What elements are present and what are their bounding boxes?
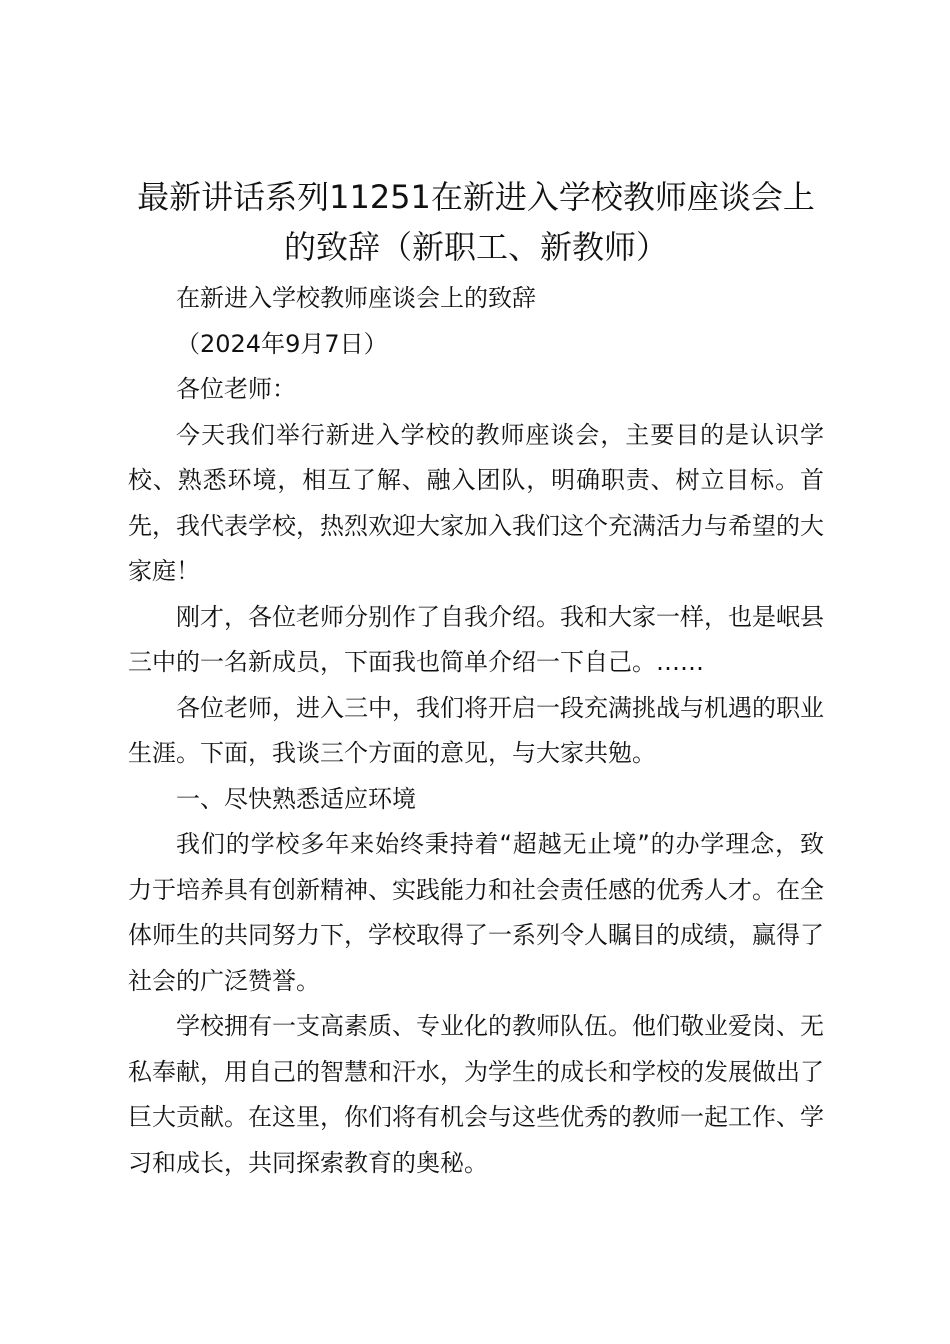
body-paragraph: 学校拥有一支高素质、专业化的教师队伍。他们敬业爱岗、无私奉献，用自己的智慧和汗水，为学生的成长和学校的发展做出了巨大贡献。在这里，你们将有机会与这些优秀的教师一起工作、学习和成长，共同探索教育的奥秘。 — [128, 1012, 824, 1177]
document-page — [128, 172, 824, 1186]
body-paragraph: 我们的学校多年来始终秉持着“超越无止境”的办学理念，致力于培养具有创新精神、实践能力和社会责任感的优秀人才。在全体师生的共同努力下，学校取得了一系列令人瞩目的成绩，赢得了社会的广泛赞誉。 — [128, 830, 824, 995]
body-paragraph: 今天我们举行新进入学校的教师座谈会，主要目的是认识学校、熟悉环境，相互了解、融入团队，明确职责、树立目标。首先，我代表学校，热烈欢迎大家加入我们这个充满活力与希望的大家庭！ — [128, 420, 824, 585]
section-heading: 一、尽快熟悉适应环境 — [176, 784, 416, 813]
document-title: 最新讲话系列11251在新进入学校教师座谈会上的致辞（新职工、新教师） — [137, 178, 815, 266]
body-paragraph: 各位老师，进入三中，我们将开启一段充满挑战与机遇的职业生涯。下面，我谈三个方面的意见，与大家共勉。 — [128, 693, 824, 767]
salutation: 各位老师： — [176, 375, 296, 403]
body-paragraph: 刚才，各位老师分别作了自我介绍。我和大家一样，也是岷县三中的一名新成员，下面我也简单介绍一下自己。…… — [128, 602, 824, 676]
speech-date: （2024年9月7日） — [176, 329, 388, 358]
speech-heading: 在新进入学校教师座谈会上的致辞 — [176, 284, 536, 312]
